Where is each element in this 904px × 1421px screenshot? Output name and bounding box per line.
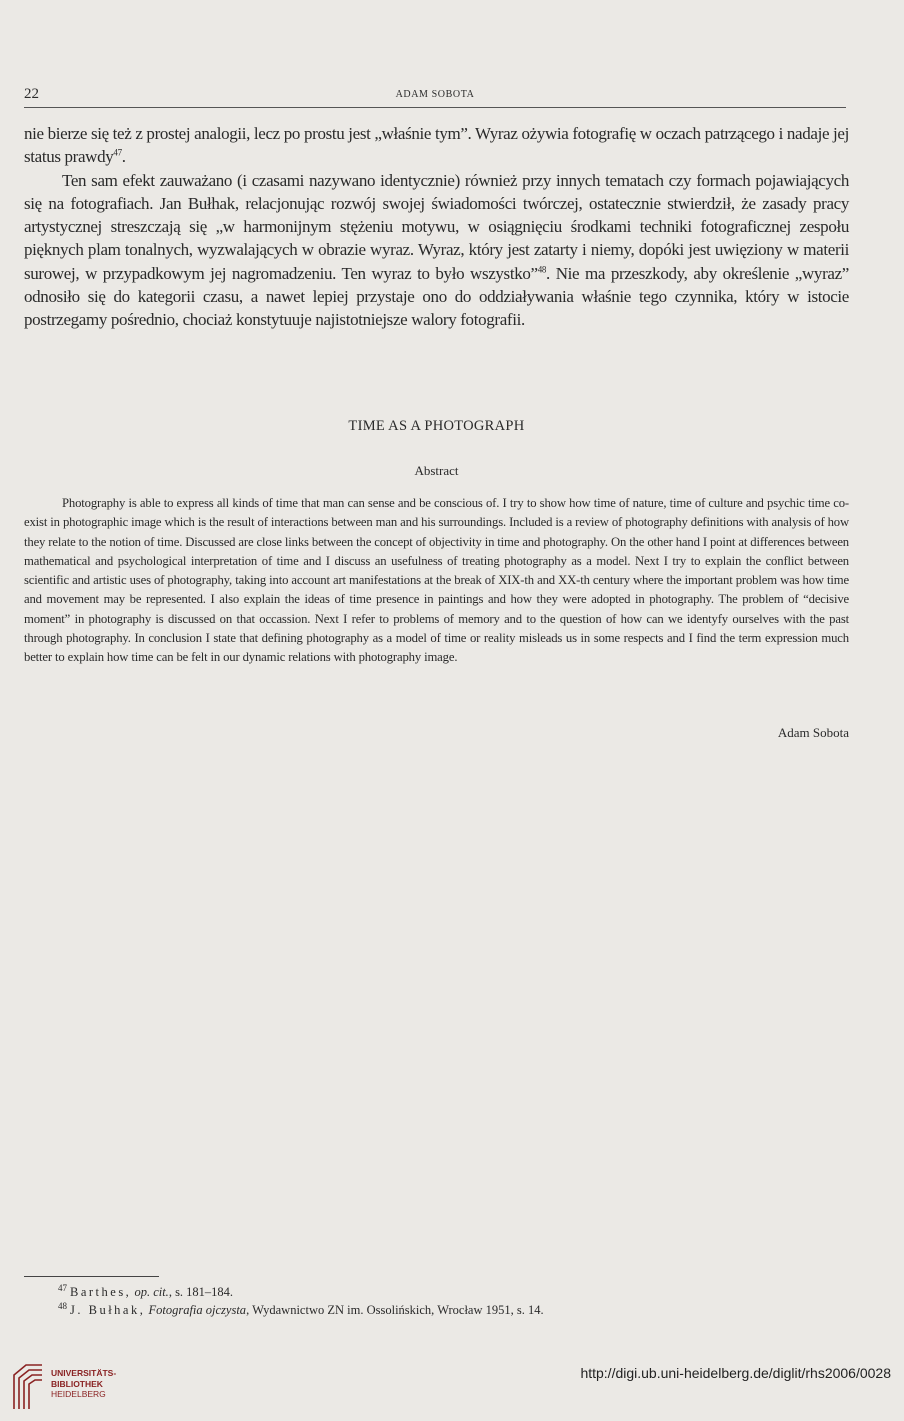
abstract-heading: Abstract: [414, 463, 459, 478]
page-number: 22: [24, 86, 39, 102]
library-logo-text: [51, 1368, 116, 1400]
body-text: [24, 122, 849, 332]
footnote-author: Barthes,: [70, 1285, 132, 1299]
abstract-author: Adam Sobota: [777, 725, 849, 740]
footnote-title: op. cit.: [134, 1285, 169, 1299]
footnote-number: 48: [58, 1300, 67, 1311]
running-head-author: ADAM SOBOTA: [395, 89, 475, 100]
logo-line-1: UNIVERSITÄTS-: [51, 1368, 117, 1378]
footnote-number: 47: [58, 1282, 67, 1293]
paragraph-2-end: . Nie ma przeszkody, aby określenie „wyraz” odnosiło się do kategorii czasu, a nawet lepiej przystaje ono do oddziaływania właśnie tego czynnika, który w istocie postrzegamy pośrednio, chociaż konstytuuje najistotniejsze walory fotografii.: [24, 263, 849, 330]
paragraph-2: [24, 169, 849, 332]
footnote-48: [58, 1300, 842, 1319]
running-head: [24, 86, 846, 106]
paragraph-1-text: nie bierze się też z prostej analogii, lecz po prostu jest „właśnie tym”. Wyraz ożywia fotografię w oczach patrzącego i nadaje jej status prawdy: [24, 124, 849, 167]
footnote-rest: , Wydawnictwo ZN im. Ossolińskich, Wrocław 1951, s. 14.: [246, 1303, 544, 1317]
footnote-rule: [24, 1276, 159, 1277]
footnote-title: Fotografia ojczysta: [148, 1303, 247, 1317]
paragraph-2-text: Ten sam efekt zauważano (i czasami nazywano identycznie) również przy innych tematach czy formach pojawiających się na fotografiach. Jan Bułhak, relacjonując rozwój swojej świadomości twórczej, ostatecznie stwierdził, że zasady pracy artystycznej streszczają się „w harmonijnym stężeniu motywu, w osiągnięciu środkami techniki fotograficznej zespołu pięknych plam tonalnych, wyzwalających w obrazie wyraz. Wyraz, który jest zatarty i niemy, dopóki jest uwięziony w materii surowej, w przypadkowym jej nagromadzeniu. Ten wyraz to było wszystko”: [24, 170, 849, 283]
logo-line-2: BIBLIOTHEK: [51, 1378, 103, 1389]
source-url-link[interactable]: http://digi.ub.uni-heidelberg.de/diglit/rhs2006/0028: [580, 1365, 891, 1381]
abstract-paragraph: Photography is able to express all kinds of time that man can sense and be conscious of. I try to show how time of nature, time of culture and psychic time co-exist in photographic image which is the result of interactions between man and his surroundings. Included is a review of photography definitions with analysis of how they relate to the notion of time. Discussed are close links between the concept of objectivity in time and photography. On the other hand I point at differences between mathematical and psychological interpretation of time and I discuss an usefulness of treating photography as a model. Next I try to explain the conflict between scientific and artistic uses of photography, taking into account art manifestations at the break of XIX-th and XX-th century where the important problem was how time and movement may be represented. I also explain the ideas of time presence in paintings and how they were adopted in photography. The problem of “decisive moment” in photography is discussed on that occassion. Next I refer to problems of memory and to the question of how can we identyfy ourselves with the past through photography. In conclusion I state that defining photography as a model of time or reality misleads us in some respects and I find the term expression much better to explain how time can be felt in our dynamic relations with photography image.: [24, 496, 849, 664]
footnote-ref-47[interactable]: 47: [113, 147, 122, 158]
library-logo[interactable]: [10, 1361, 140, 1411]
abstract-text: [24, 494, 849, 667]
library-logo-icon: [10, 1361, 46, 1411]
footnote-author: J. Bułhak,: [70, 1303, 146, 1317]
footnote-47: [58, 1282, 842, 1301]
footnote-ref-48[interactable]: 48: [537, 264, 546, 275]
header-rule: [24, 107, 846, 108]
abstract-title: TIME AS A PHOTOGRAPH: [348, 418, 525, 434]
footnote-rest: , s. 181–184.: [168, 1285, 234, 1299]
paragraph-1: [24, 122, 849, 169]
footnotes: [58, 1282, 842, 1319]
paragraph-1-end: .: [121, 147, 126, 167]
logo-line-3: HEIDELBERG: [51, 1389, 106, 1399]
